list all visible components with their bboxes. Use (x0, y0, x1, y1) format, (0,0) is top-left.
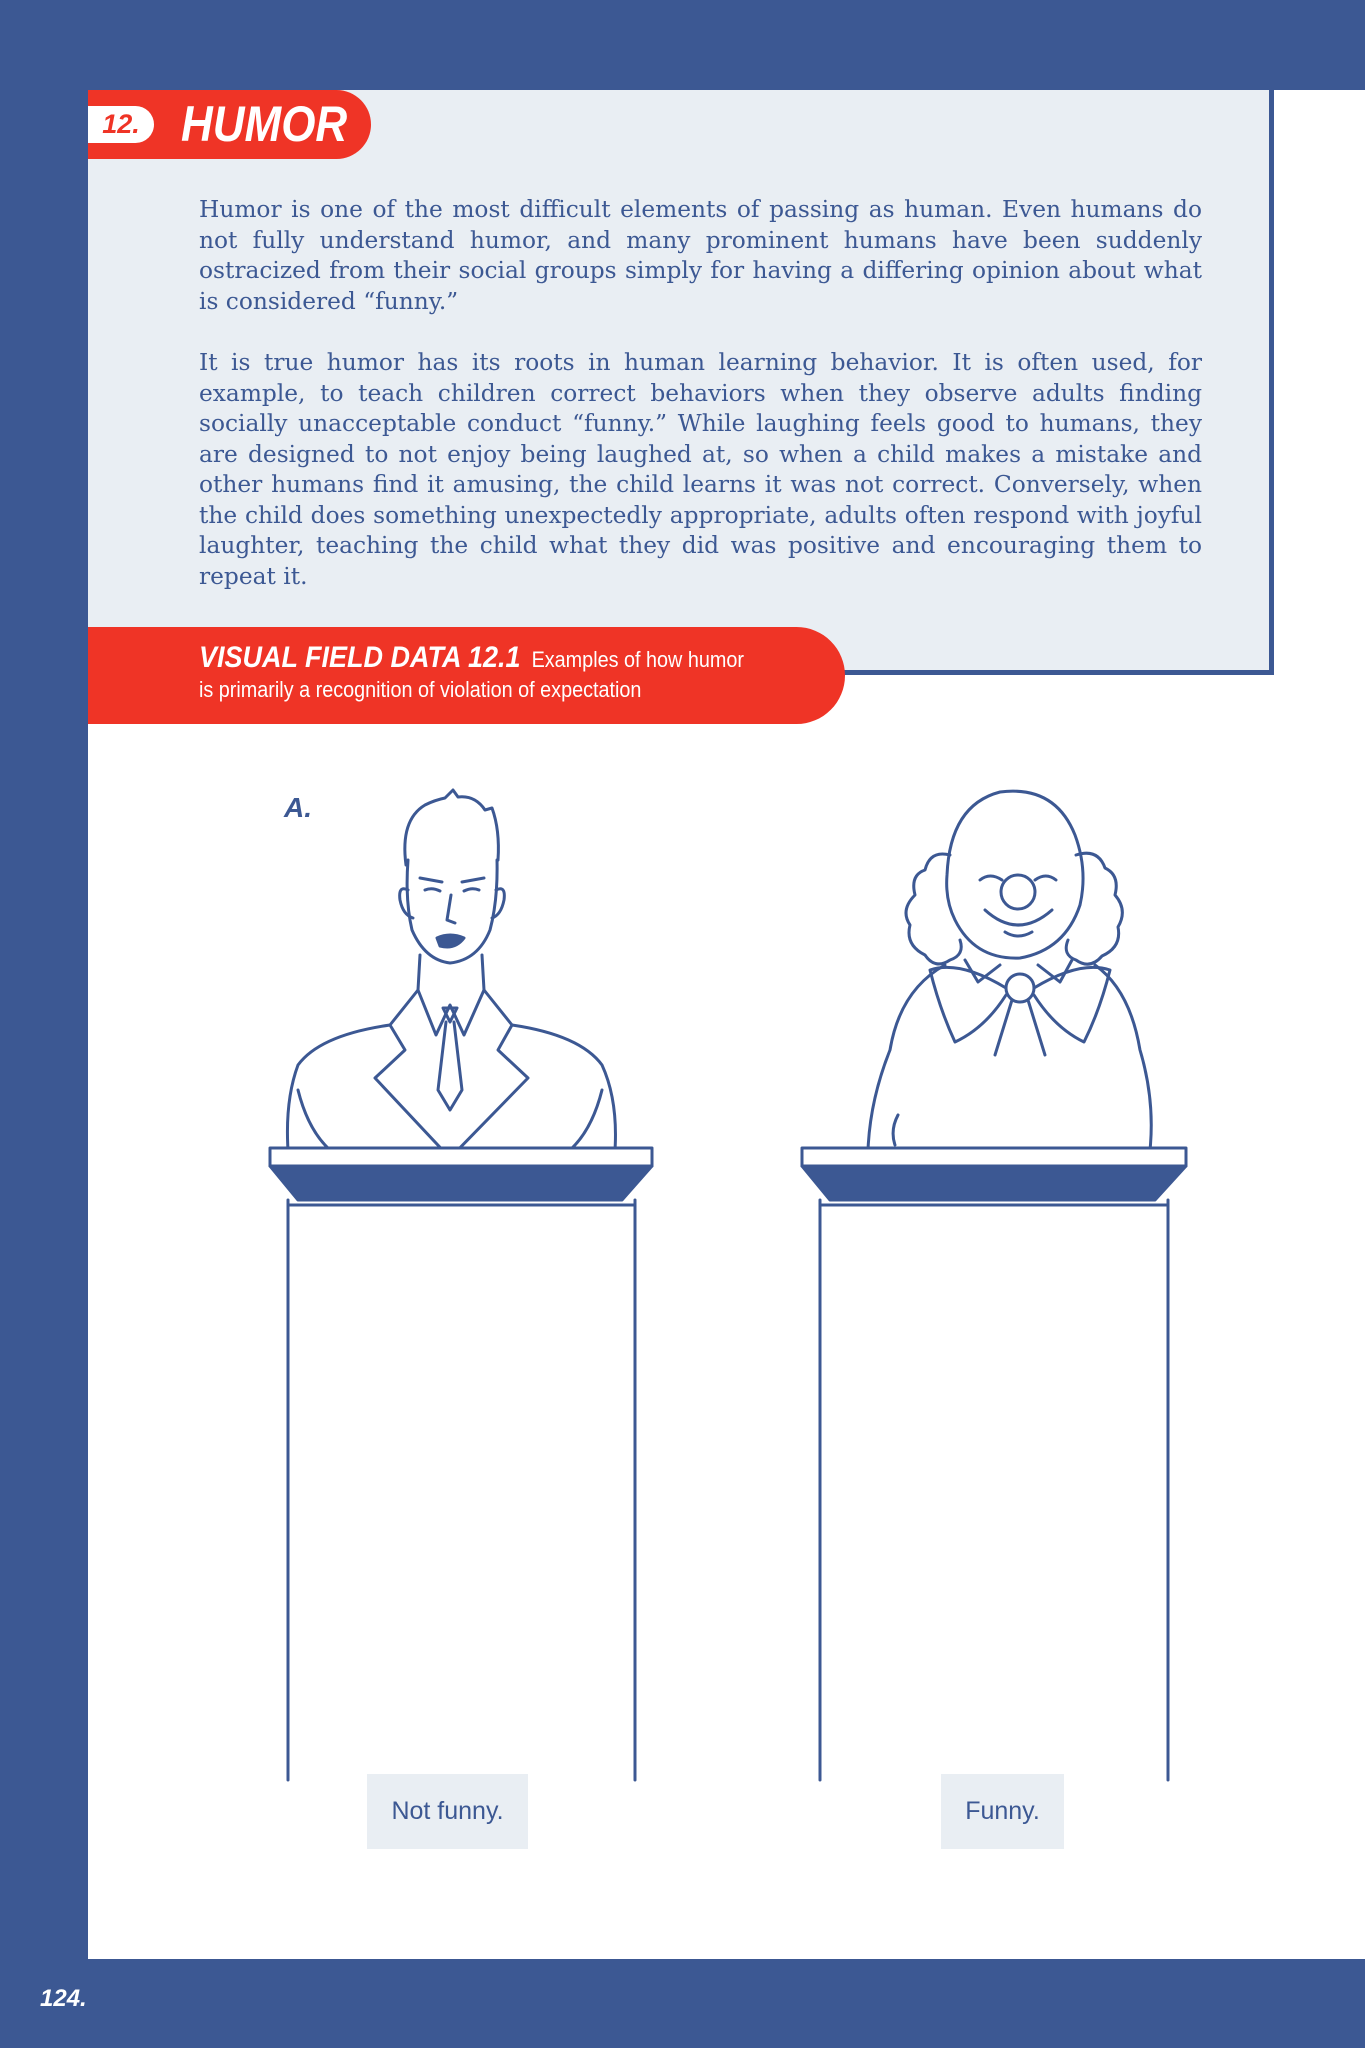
man-in-suit-drawing (270, 790, 652, 1780)
visual-field-data-description-2: is primarily a recognition of violation of expectation (199, 677, 642, 702)
paragraph: Humor is one of the most difficult elements of passing as human. Even humans do not fully understand humor, and many prominent humans have been suddenly ostracized from their social groups simply for having a differing opinion about what is considered “funny.” (199, 196, 1202, 315)
page-number: 124. (40, 1985, 87, 2012)
section-header (88, 90, 371, 159)
section-number: 12. (88, 106, 154, 143)
left-caption: Not funny. (367, 1774, 528, 1849)
body-text (199, 195, 1202, 623)
right-caption: Funny. (941, 1774, 1064, 1849)
panel-label: A. (284, 792, 312, 823)
visual-field-data-text (199, 643, 775, 705)
visual-field-data-header (88, 627, 845, 724)
illustration (250, 760, 1200, 1800)
visual-field-data-description: Examples of how humor (531, 647, 744, 672)
paragraph: It is true humor has its roots in human learning behavior. It is often used, for example, to teach children correct behaviors when they observe adults finding socially unacceptable conduct “funny.” While laughing feels good to humans, they are designed to not enjoy being laughed at, so when a child makes a mistake and other humans find it amusing, the child learns it was not correct. Conversely, when the child does something unexpectedly appropriate, adults often respond with joyful laughter, teaching the child what they did was positive and encouraging them to repeat it. (199, 349, 1202, 590)
section-title: HUMOR (181, 96, 348, 152)
clown-drawing (802, 791, 1186, 1780)
visual-field-data-heading: VISUAL FIELD DATA 12.1 (199, 641, 521, 674)
